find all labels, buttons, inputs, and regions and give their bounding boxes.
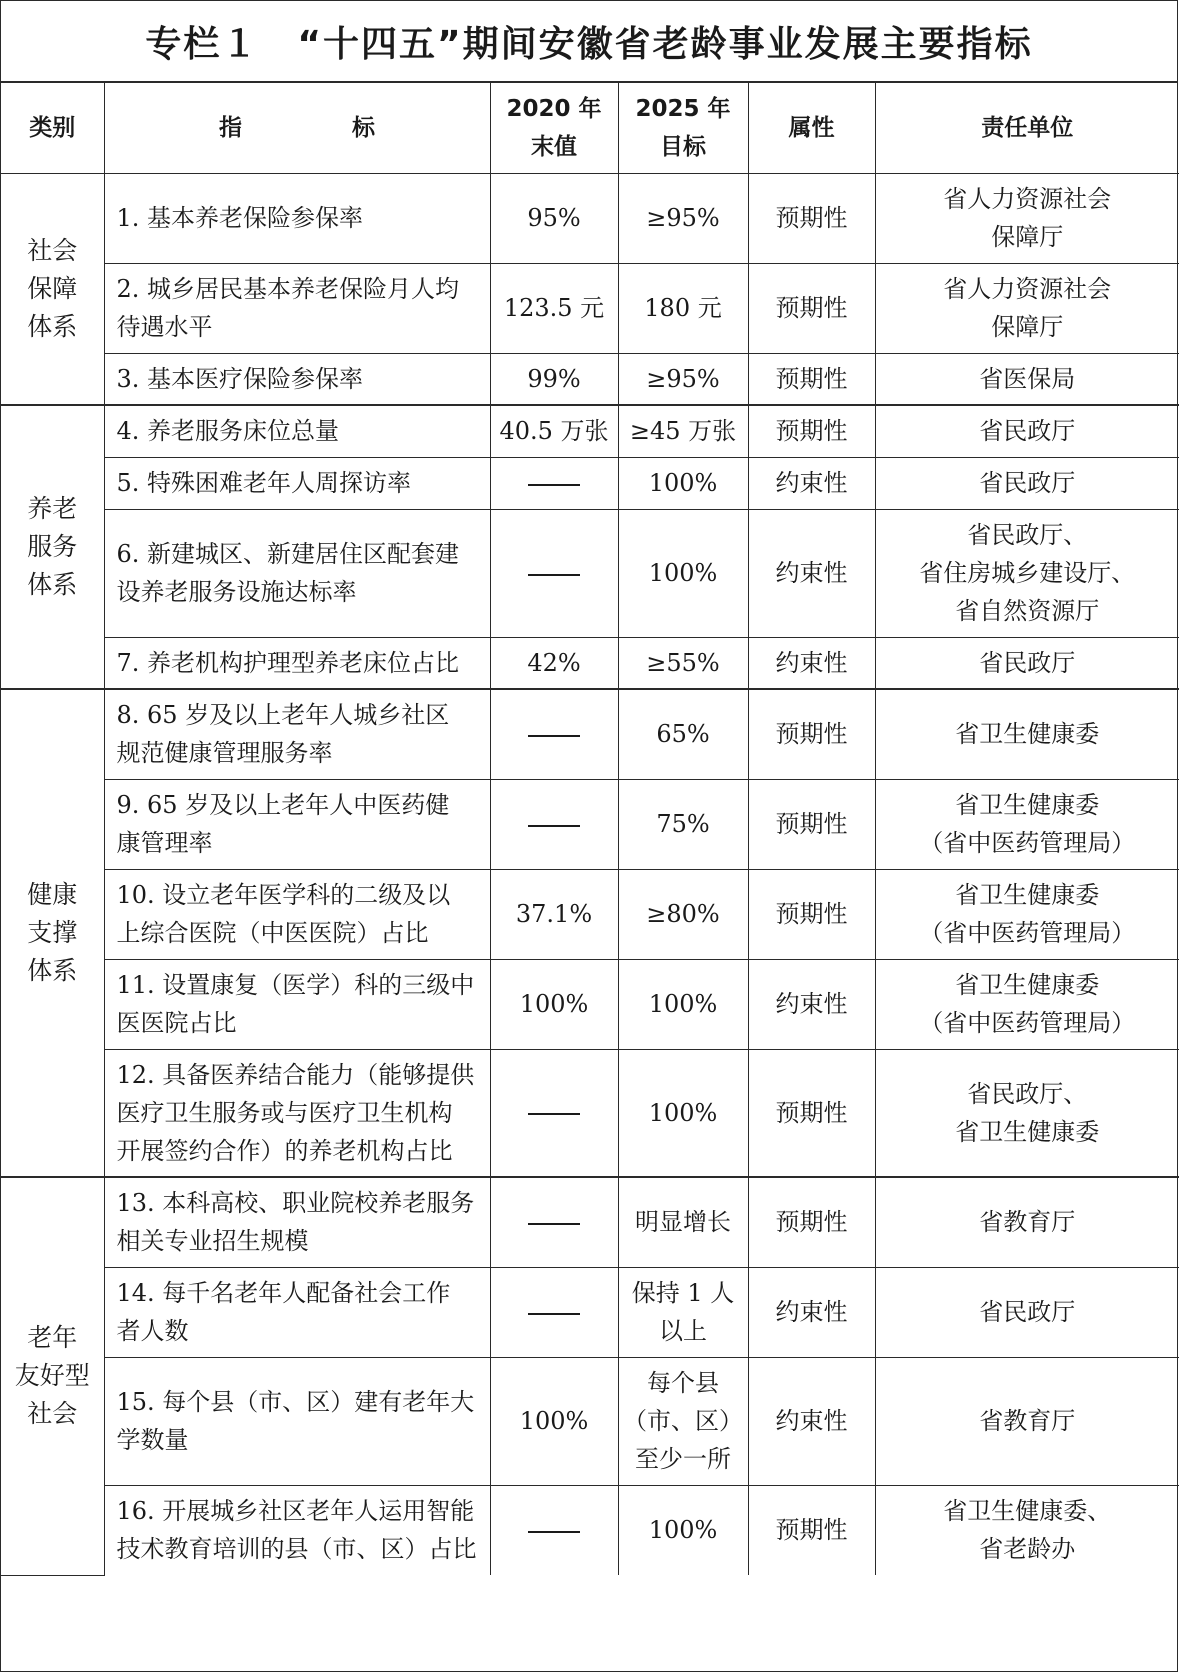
no-data-dash xyxy=(528,735,580,737)
value-2020-cell: 95% xyxy=(490,173,618,263)
value-2020-cell xyxy=(490,1177,618,1267)
attribute-cell: 预期性 xyxy=(748,405,875,457)
category-cell: 社会 保障 体系 xyxy=(1,173,104,405)
table-row xyxy=(1,1357,1179,1485)
attribute-cell: 约束性 xyxy=(748,509,875,637)
table-row xyxy=(1,779,1179,869)
target-2025-cell: 明显增长 xyxy=(618,1177,748,1267)
responsible-unit-cell: 省民政厅、 省卫生健康委 xyxy=(875,1049,1179,1177)
indicator-cell: 3. 基本医疗保险参保率 xyxy=(104,353,490,405)
table-body xyxy=(1,173,1179,1575)
attribute-cell: 预期性 xyxy=(748,353,875,405)
value-2020-cell: 40.5 万张 xyxy=(490,405,618,457)
responsible-unit-cell: 省医保局 xyxy=(875,353,1179,405)
attribute-cell: 约束性 xyxy=(748,1267,875,1357)
target-2025-cell: ≥95% xyxy=(618,353,748,405)
target-2025-cell: 100% xyxy=(618,1049,748,1177)
table-row xyxy=(1,1485,1179,1575)
table-row xyxy=(1,457,1179,509)
responsible-unit-cell: 省卫生健康委 （省中医药管理局） xyxy=(875,779,1179,869)
no-data-dash xyxy=(528,574,580,576)
responsible-unit-cell: 省民政厅 xyxy=(875,637,1179,689)
responsible-unit-cell: 省民政厅 xyxy=(875,405,1179,457)
table-row xyxy=(1,959,1179,1049)
target-2025-cell: 保持 1 人 以上 xyxy=(618,1267,748,1357)
value-2020-cell xyxy=(490,779,618,869)
responsible-unit-cell: 省卫生健康委 xyxy=(875,689,1179,779)
target-2025-cell: ≥45 万张 xyxy=(618,405,748,457)
table-row xyxy=(1,1177,1179,1267)
target-2025-cell: 100% xyxy=(618,1485,748,1575)
target-2025-cell: 100% xyxy=(618,457,748,509)
value-2020-cell: 100% xyxy=(490,1357,618,1485)
value-2020-cell: 37.1% xyxy=(490,869,618,959)
indicator-cell: 6. 新建城区、新建居住区配套建 设养老服务设施达标率 xyxy=(104,509,490,637)
attribute-cell: 预期性 xyxy=(748,869,875,959)
header-2020-value: 2020 年 末值 xyxy=(490,83,618,173)
target-2025-cell: 每个县 （市、区） 至少一所 xyxy=(618,1357,748,1485)
no-data-dash xyxy=(528,1531,580,1533)
responsible-unit-cell: 省教育厅 xyxy=(875,1357,1179,1485)
indicator-cell: 2. 城乡居民基本养老保险月人均 待遇水平 xyxy=(104,263,490,353)
target-2025-cell: ≥55% xyxy=(618,637,748,689)
header-row xyxy=(1,83,1179,173)
attribute-cell: 预期性 xyxy=(748,1485,875,1575)
table-row xyxy=(1,509,1179,637)
header-responsible-unit: 责任单位 xyxy=(875,83,1179,173)
table-row xyxy=(1,353,1179,405)
header-attribute: 属性 xyxy=(748,83,875,173)
responsible-unit-cell: 省民政厅 xyxy=(875,1267,1179,1357)
target-2025-cell: 100% xyxy=(618,509,748,637)
attribute-cell: 约束性 xyxy=(748,637,875,689)
indicator-cell: 9. 65 岁及以上老年人中医药健 康管理率 xyxy=(104,779,490,869)
no-data-dash xyxy=(528,484,580,486)
category-cell: 健康 支撑 体系 xyxy=(1,689,104,1177)
attribute-cell: 约束性 xyxy=(748,1357,875,1485)
indicator-cell: 14. 每千名老年人配备社会工作 者人数 xyxy=(104,1267,490,1357)
value-2020-cell: 123.5 元 xyxy=(490,263,618,353)
no-data-dash xyxy=(528,1223,580,1225)
indicator-cell: 5. 特殊困难老年人周探访率 xyxy=(104,457,490,509)
table-title: 专栏１ “十四五”期间安徽省老龄事业发展主要指标 xyxy=(1,1,1177,83)
attribute-cell: 预期性 xyxy=(748,1049,875,1177)
target-2025-cell: 100% xyxy=(618,959,748,1049)
indicator-cell: 10. 设立老年医学科的二级及以 上综合医院（中医医院）占比 xyxy=(104,869,490,959)
no-data-dash xyxy=(528,1313,580,1315)
indicator-cell: 12. 具备医养结合能力（能够提供 医疗卫生服务或与医疗卫生机构 开展签约合作）的养老机构占比 xyxy=(104,1049,490,1177)
responsible-unit-cell: 省人力资源社会 保障厅 xyxy=(875,173,1179,263)
responsible-unit-cell: 省教育厅 xyxy=(875,1177,1179,1267)
indicator-cell: 7. 养老机构护理型养老床位占比 xyxy=(104,637,490,689)
attribute-cell: 预期性 xyxy=(748,1177,875,1267)
responsible-unit-cell: 省民政厅 xyxy=(875,457,1179,509)
attribute-cell: 预期性 xyxy=(748,779,875,869)
table-row xyxy=(1,1267,1179,1357)
value-2020-cell xyxy=(490,689,618,779)
value-2020-cell: 100% xyxy=(490,959,618,1049)
responsible-unit-cell: 省卫生健康委 （省中医药管理局） xyxy=(875,959,1179,1049)
indicator-cell: 4. 养老服务床位总量 xyxy=(104,405,490,457)
no-data-dash xyxy=(528,825,580,827)
header-indicator xyxy=(104,83,490,173)
indicator-cell: 15. 每个县（市、区）建有老年大 学数量 xyxy=(104,1357,490,1485)
table-row xyxy=(1,1049,1179,1177)
target-2025-cell: ≥80% xyxy=(618,869,748,959)
responsible-unit-cell: 省民政厅、 省住房城乡建设厅、 省自然资源厅 xyxy=(875,509,1179,637)
table-row xyxy=(1,405,1179,457)
value-2020-cell xyxy=(490,509,618,637)
value-2020-cell xyxy=(490,1049,618,1177)
attribute-cell: 约束性 xyxy=(748,959,875,1049)
category-cell: 老年 友好型 社会 xyxy=(1,1177,104,1575)
indicator-cell: 16. 开展城乡社区老年人运用智能 技术教育培训的县（市、区）占比 xyxy=(104,1485,490,1575)
responsible-unit-cell: 省卫生健康委、 省老龄办 xyxy=(875,1485,1179,1575)
indicator-cell: 11. 设置康复（医学）科的三级中 医医院占比 xyxy=(104,959,490,1049)
table-row xyxy=(1,869,1179,959)
attribute-cell: 预期性 xyxy=(748,263,875,353)
value-2020-cell xyxy=(490,1267,618,1357)
target-2025-cell: 65% xyxy=(618,689,748,779)
attribute-cell: 预期性 xyxy=(748,689,875,779)
responsible-unit-cell: 省卫生健康委 （省中医药管理局） xyxy=(875,869,1179,959)
header-indicator-label: 指标 xyxy=(219,114,485,141)
category-cell: 养老 服务 体系 xyxy=(1,405,104,689)
table-row xyxy=(1,263,1179,353)
value-2020-cell xyxy=(490,457,618,509)
header-2025-target: 2025 年 目标 xyxy=(618,83,748,173)
indicator-cell: 13. 本科高校、职业院校养老服务 相关专业招生规模 xyxy=(104,1177,490,1267)
responsible-unit-cell: 省人力资源社会 保障厅 xyxy=(875,263,1179,353)
attribute-cell: 预期性 xyxy=(748,173,875,263)
attribute-cell: 约束性 xyxy=(748,457,875,509)
target-2025-cell: 75% xyxy=(618,779,748,869)
table-row xyxy=(1,637,1179,689)
indicator-cell: 8. 65 岁及以上老年人城乡社区 规范健康管理服务率 xyxy=(104,689,490,779)
table-row xyxy=(1,173,1179,263)
indicator-table xyxy=(1,83,1179,1576)
target-2025-cell: 180 元 xyxy=(618,263,748,353)
indicator-cell: 1. 基本养老保险参保率 xyxy=(104,173,490,263)
value-2020-cell xyxy=(490,1485,618,1575)
table-row xyxy=(1,689,1179,779)
value-2020-cell: 99% xyxy=(490,353,618,405)
header-category: 类别 xyxy=(1,83,104,173)
target-2025-cell: ≥95% xyxy=(618,173,748,263)
no-data-dash xyxy=(528,1113,580,1115)
value-2020-cell: 42% xyxy=(490,637,618,689)
